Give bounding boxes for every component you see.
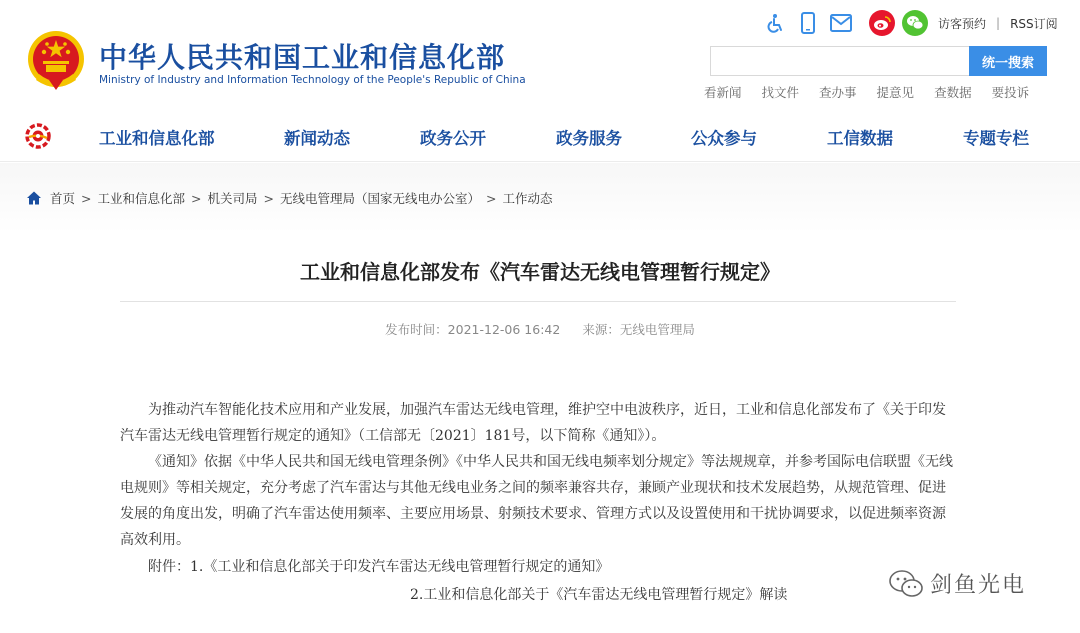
rss-link[interactable]: RSS订阅 [1010, 16, 1058, 31]
mobile-icon[interactable] [795, 10, 821, 36]
site-subtitle: Ministry of Industry and Information Technology of the People's Republic of China [99, 74, 526, 86]
breadcrumb-separator: > [263, 190, 274, 206]
article-source: 来源：无线电管理局 [582, 322, 695, 337]
quick-links [704, 83, 1029, 101]
quick-link-feedback[interactable]: 提意见 [876, 85, 915, 100]
nav-item-gov-affairs[interactable]: 政务公开 [420, 129, 486, 148]
miit-logo-icon[interactable] [24, 122, 52, 150]
article-meta [0, 320, 1080, 338]
breadcrumb-miit[interactable]: 工业和信息化部 [97, 191, 186, 206]
nav-item-data[interactable]: 工信数据 [827, 129, 893, 148]
weibo-icon[interactable] [869, 10, 895, 36]
national-emblem-icon[interactable] [27, 30, 85, 92]
attachment-link-interpretation[interactable]: 2.工业和信息化部关于《汽车雷达无线电管理暂行规定》解读 [410, 587, 788, 603]
breadcrumb-separator: > [191, 190, 202, 206]
wechat-watermark-icon [888, 569, 924, 599]
search-input[interactable] [710, 46, 970, 76]
wheelchair-icon[interactable] [762, 10, 788, 36]
publish-time: 发布时间：2021-12-06 16:42 [385, 322, 561, 337]
quick-link-news[interactable]: 看新闻 [704, 85, 742, 100]
title-divider [120, 301, 956, 302]
breadcrumb-separator: > [81, 190, 92, 206]
breadcrumb-departments[interactable]: 机关司局 [207, 191, 258, 206]
tool-separator: | [996, 16, 1001, 30]
breadcrumb-home[interactable]: 首页 [50, 191, 76, 206]
breadcrumb-radio-bureau[interactable]: 无线电管理局（国家无线电办公室） [280, 191, 481, 206]
wechat-icon[interactable] [902, 10, 928, 36]
nav-item-news[interactable]: 新闻动态 [284, 129, 350, 148]
mail-icon[interactable] [828, 10, 854, 36]
site-title: 中华人民共和国工业和信息化部 [99, 41, 506, 74]
watermark [888, 568, 1026, 599]
attachment-link-notice[interactable]: 附件：1.《工业和信息化部关于印发汽车雷达无线电管理暂行规定的通知》 [148, 559, 610, 575]
main-nav [0, 110, 1080, 162]
watermark-text: 剑鱼光电 [930, 573, 1027, 598]
site-header [0, 0, 1080, 110]
quick-link-services[interactable]: 查办事 [819, 85, 857, 100]
nav-item-miit[interactable]: 工业和信息化部 [99, 129, 215, 148]
nav-item-public[interactable]: 公众参与 [691, 129, 757, 148]
breadcrumb [26, 189, 553, 207]
article-paragraph: 《通知》依据《中华人民共和国无线电管理条例》《中华人民共和国无线电频率划分规定》等法规规章，并参考国际电信联盟《无线电规则》等相关规定，充分考虑了汽车雷达与其他无线电业务之间的频率兼容共存，兼顾产业现状和技术发展趋势，从规范管理、促进发展的角度出发，明确了汽车雷达使用频率、主要应用场景、射频技术要求、管理方式以及设置使用和干扰协调要求，以促进频率资源高效利用。 [120, 454, 953, 548]
nav-item-topics[interactable]: 专题专栏 [963, 129, 1029, 148]
search-button[interactable]: 统一搜索 [969, 46, 1047, 76]
quick-link-files[interactable]: 找文件 [761, 85, 800, 100]
nav-item-gov-services[interactable]: 政务服务 [556, 129, 622, 148]
visitor-booking-link[interactable]: 访客预约 [938, 16, 987, 31]
breadcrumb-separator: > [486, 190, 497, 206]
header-tools [762, 10, 1058, 36]
article-paragraph: 为推动汽车智能化技术应用和产业发展，加强汽车雷达无线电管理，维护空中电波秩序，近日，工业和信息化部发布了《关于印发汽车雷达无线电管理暂行规定的通知》（工信部无〔2021〕181号，以下简称《通知》）。 [120, 402, 946, 444]
quick-link-data[interactable]: 查数据 [934, 85, 972, 100]
home-icon[interactable] [26, 190, 42, 206]
quick-link-complaint[interactable]: 要投诉 [991, 85, 1030, 100]
breadcrumb-work-news[interactable]: 工作动态 [502, 191, 553, 206]
article-title: 工业和信息化部发布《汽车雷达无线电管理暂行规定》 [300, 260, 780, 284]
